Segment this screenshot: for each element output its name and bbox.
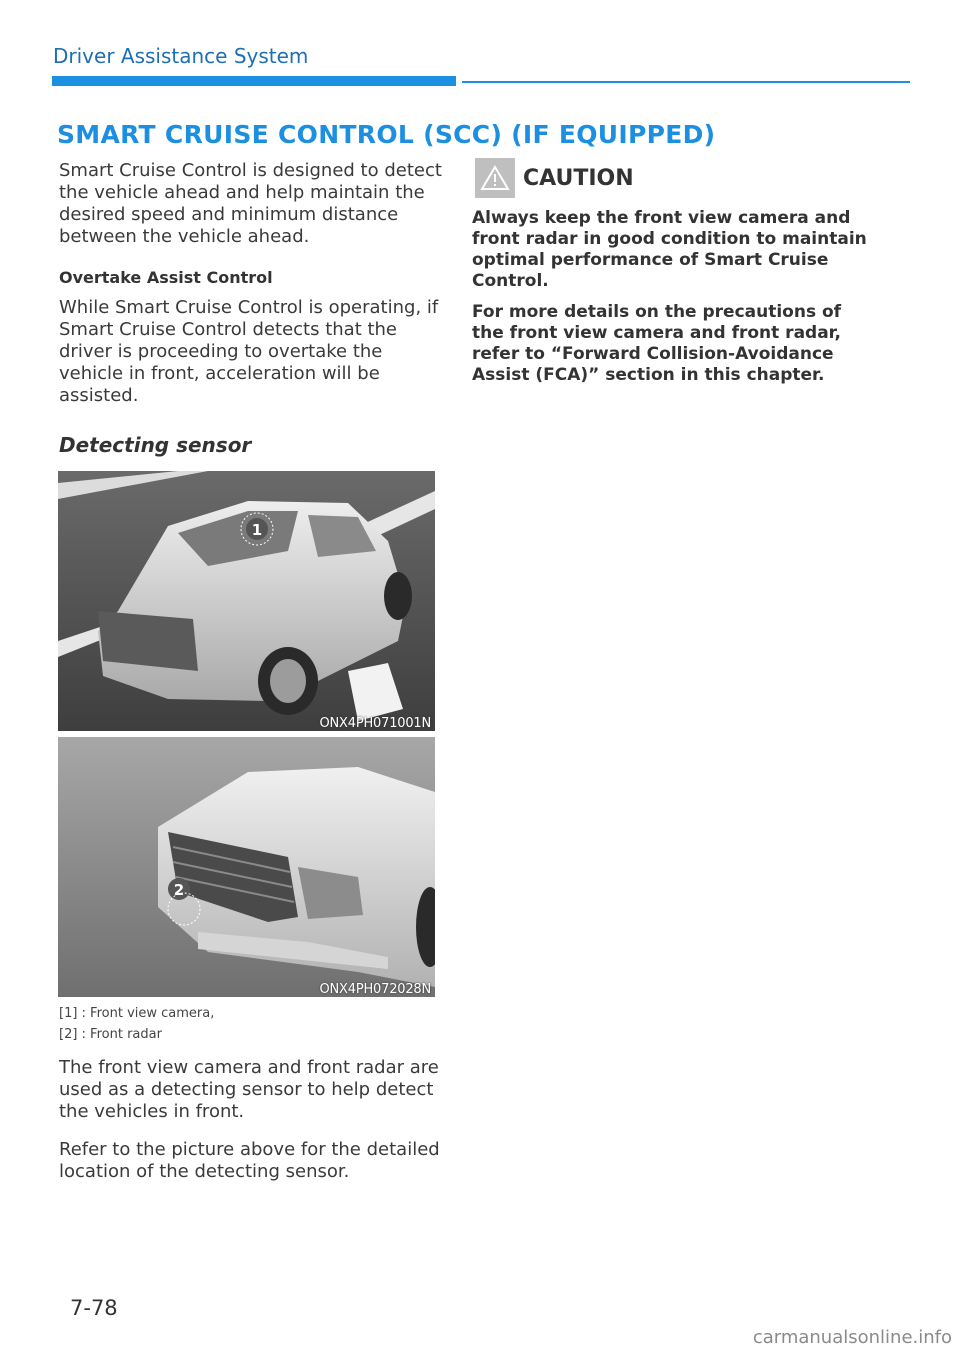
callout-marker-1: 1	[251, 521, 263, 539]
legend-item-radar: [2] : Front radar	[59, 1027, 162, 1042]
callout-marker-2: 2	[173, 881, 185, 899]
caution-text-1: Always keep the front view camera and front radar in good condition to maintain optimal performance of Smart Cruise Control.	[472, 208, 867, 291]
car-grille-illustration	[58, 737, 435, 997]
section-header: Driver Assistance System	[53, 44, 309, 68]
intro-paragraph: Smart Cruise Control is designed to detect the vehicle ahead and help maintain the desired speed and minimum distance between the vehicle ahead.	[59, 160, 442, 247]
warning-triangle-icon	[475, 158, 515, 198]
overtake-heading: Overtake Assist Control	[59, 268, 273, 287]
page-title: SMART CRUISE CONTROL (SCC) (IF EQUIPPED)	[57, 120, 716, 149]
location-paragraph: Refer to the picture above for the detailed location of the detecting sensor.	[59, 1139, 440, 1182]
caution-box	[472, 158, 872, 386]
watermark: carmanualsonline.info	[752, 1327, 952, 1348]
caution-label: CAUTION	[523, 165, 634, 191]
figure-code: ONX4PH071001N	[319, 716, 431, 731]
car-front-view-illustration	[58, 471, 435, 731]
header-rule-thin	[462, 81, 910, 83]
left-column	[59, 160, 444, 1199]
figure-legend	[59, 1003, 444, 1045]
page-number: 7-78	[70, 1296, 118, 1320]
figure-front-radar	[58, 737, 435, 997]
caution-header	[475, 158, 872, 198]
figure-code: ONX4PH072028N	[319, 982, 431, 997]
overtake-paragraph: While Smart Cruise Control is operating, if Smart Cruise Control detects that the driver is proceeding to overtake the vehicle in front, acceleration will be assisted.	[59, 297, 439, 406]
figure-front-camera	[58, 471, 435, 731]
detecting-sensor-heading: Detecting sensor	[59, 433, 252, 457]
legend-item-camera: [1] : Front view camera,	[59, 1006, 215, 1021]
sensor-paragraph: The front view camera and front radar are used as a detecting sensor to help detect the vehicles in front.	[59, 1057, 439, 1122]
caution-text-2: For more details on the precautions of the front view camera and front radar, refer to “Forward Collision-Avoidance Assist (FCA)” section in this chapter.	[472, 302, 842, 385]
header-rule-thick	[52, 76, 456, 86]
